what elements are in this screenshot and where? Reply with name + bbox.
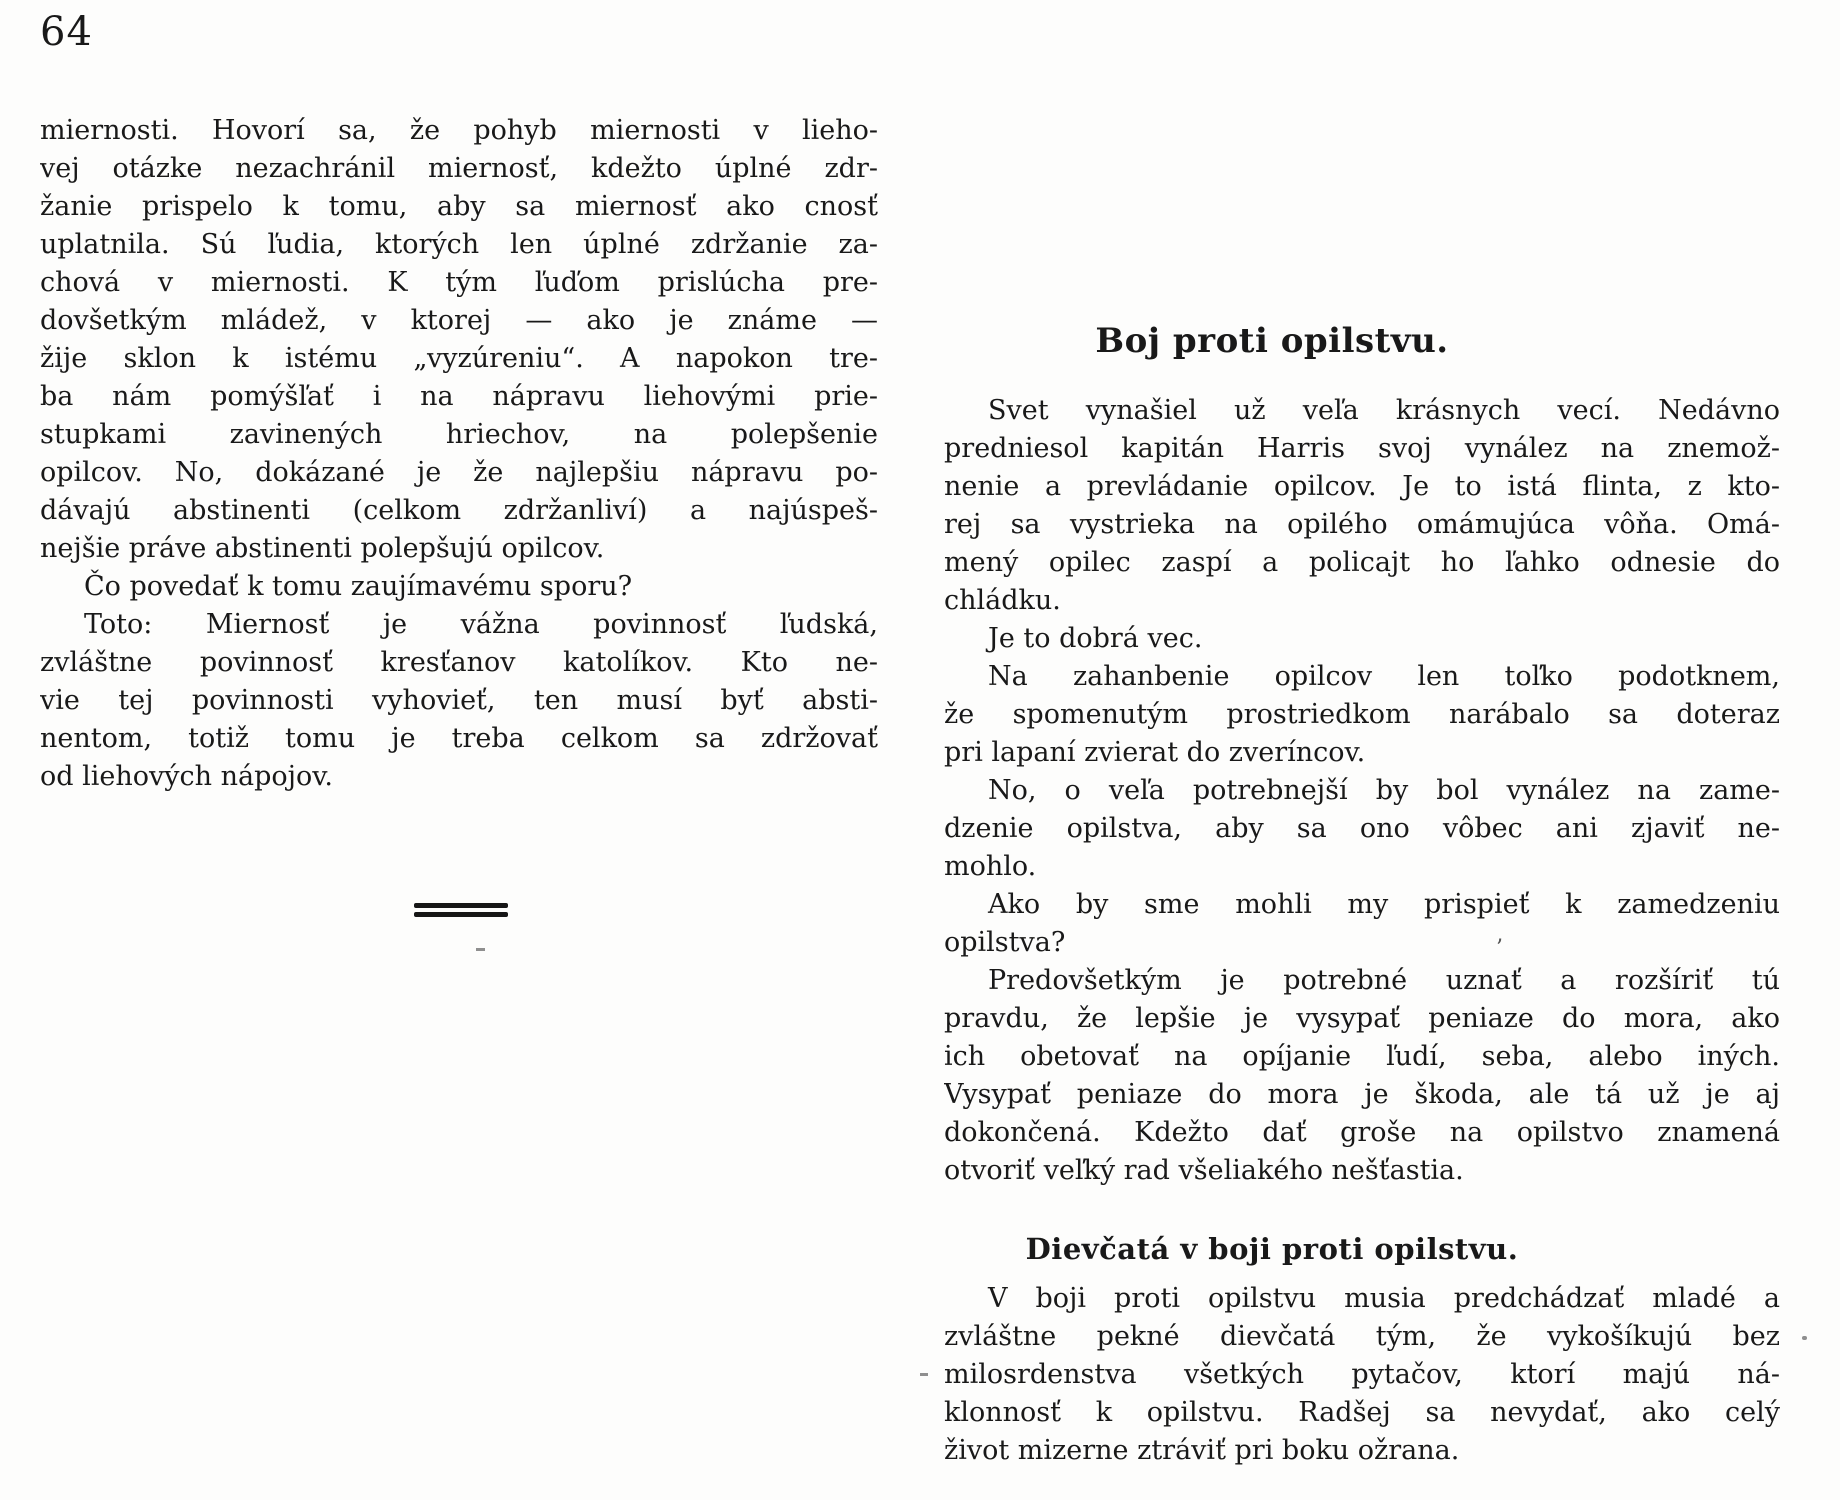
article-title: Boj proti opilstvu. xyxy=(1095,321,1449,361)
text-line: rej sa vystrieka na opilého omámujúca vôňa. Omá- xyxy=(944,509,1780,540)
text-line: vej otázke nezachránil miernosť, kdežto úplné zdr- xyxy=(40,153,878,184)
text-line: miernosti. Hovorí sa, že pohyb miernosti v lieho- xyxy=(40,115,878,146)
text-line: V boji proti opilstvu musia predchádzať mladé a xyxy=(988,1283,1780,1314)
text-line: chová v miernosti. K tým ľuďom prislúcha pre- xyxy=(40,267,878,298)
text-line: nentom, totiž tomu je treba celkom sa zdržovať xyxy=(40,723,878,754)
text-line: zvláštne pekné dievčatá tým, že vykošíkujú bez xyxy=(944,1321,1780,1352)
right-column-body-1 xyxy=(944,392,1780,1190)
scan-artifact xyxy=(920,1373,928,1376)
page-number: 64 xyxy=(40,9,93,55)
text-line: opilstva? xyxy=(944,927,1066,958)
text-line: Je to dobrá vec. xyxy=(988,623,1203,654)
divider-rule-bottom xyxy=(414,912,508,917)
divider-rule-top xyxy=(414,903,508,908)
section-divider-double-rule xyxy=(414,903,508,917)
text-line: Ako by sme mohli my prispieť k zamedzeniu xyxy=(988,889,1780,920)
text-line: život mizerne ztráviť pri boku ožrana. xyxy=(944,1435,1460,1466)
text-line: dávajú abstinenti (celkom zdržanliví) a najúspeš- xyxy=(40,495,878,526)
text-line: milosrdenstva všetkých pytačov, ktorí majú ná- xyxy=(944,1359,1780,1390)
text-line: žije sklon k istému „vyzúreniu“. A napokon tre- xyxy=(40,343,878,374)
text-line: mený opilec zaspí a policajt ho ľahko odnesie do xyxy=(944,547,1780,578)
text-line: Predovšetkým je potrebné uznať a rozšíriť tú xyxy=(988,965,1780,996)
scan-artifact: ’ xyxy=(1496,936,1503,961)
text-line: otvoriť veľký rad všeliakého nešťastia. xyxy=(944,1155,1464,1186)
text-line: predniesol kapitán Harris svoj vynález na znemož- xyxy=(944,433,1780,464)
text-line: stupkami zavinených hriechov, na polepšenie xyxy=(40,419,878,450)
text-line: nejšie práve abstinenti polepšujú opilcov. xyxy=(40,533,605,564)
text-line: dokončená. Kdežto dať groše na opilstvo znamená xyxy=(944,1117,1780,1148)
text-line: opilcov. No, dokázané je že najlepšiu nápravu po- xyxy=(40,457,878,488)
text-line: Svet vynašiel už veľa krásnych vecí. Nedávno xyxy=(988,395,1780,426)
article-subtitle: Dievčatá v boji proti opilstvu. xyxy=(1025,1232,1519,1266)
text-line: Na zahanbenie opilcov len toľko podotknem, xyxy=(988,661,1780,692)
text-line: klonnosť k opilstvu. Radšej sa nevydať, ako celý xyxy=(944,1397,1780,1428)
text-line: chládku. xyxy=(944,585,1061,616)
text-line: od liehových nápojov. xyxy=(40,761,333,792)
text-line: nenie a prevládanie opilcov. Je to istá flinta, z kto- xyxy=(944,471,1780,502)
text-line: No, o veľa potrebnejší by bol vynález na zame- xyxy=(988,775,1780,806)
text-line: Toto: Miernosť je vážna povinnosť ľudská, xyxy=(84,609,878,640)
text-line: Vysypať peniaze do mora je škoda, ale tá už je aj xyxy=(944,1079,1780,1110)
text-line: žanie prispelo k tomu, aby sa miernosť ako cnosť xyxy=(40,191,878,222)
text-line: pravdu, že lepšie je vysypať peniaze do mora, ako xyxy=(944,1003,1780,1034)
text-line: uplatnila. Sú ľudia, ktorých len úplné zdržanie za- xyxy=(40,229,878,260)
text-line: vie tej povinnosti vyhovieť, ten musí byť absti- xyxy=(40,685,878,716)
text-line: zvláštne povinnosť kresťanov katolíkov. Kto ne- xyxy=(40,647,878,678)
right-column-body-2 xyxy=(944,1280,1780,1470)
text-line: dovšetkým mládež, v ktorej — ako je známe — xyxy=(40,305,878,336)
scan-artifact xyxy=(1802,1336,1807,1340)
text-line: že spomenutým prostriedkom narábalo sa doteraz xyxy=(944,699,1780,730)
text-line: pri lapaní zvierat do zveríncov. xyxy=(944,737,1366,768)
text-line: mohlo. xyxy=(944,851,1037,882)
text-line: Čo povedať k tomu zaujímavému sporu? xyxy=(84,571,633,602)
left-column-text xyxy=(40,112,878,796)
text-line: ich obetovať na opíjanie ľudí, seba, alebo iných. xyxy=(944,1041,1780,1072)
text-line: ba nám pomýšľať i na nápravu liehovými prie- xyxy=(40,381,878,412)
text-line: dzenie opilstva, aby sa ono vôbec ani zjaviť ne- xyxy=(944,813,1780,844)
right-column xyxy=(944,318,1780,1470)
scan-artifact xyxy=(476,948,485,951)
